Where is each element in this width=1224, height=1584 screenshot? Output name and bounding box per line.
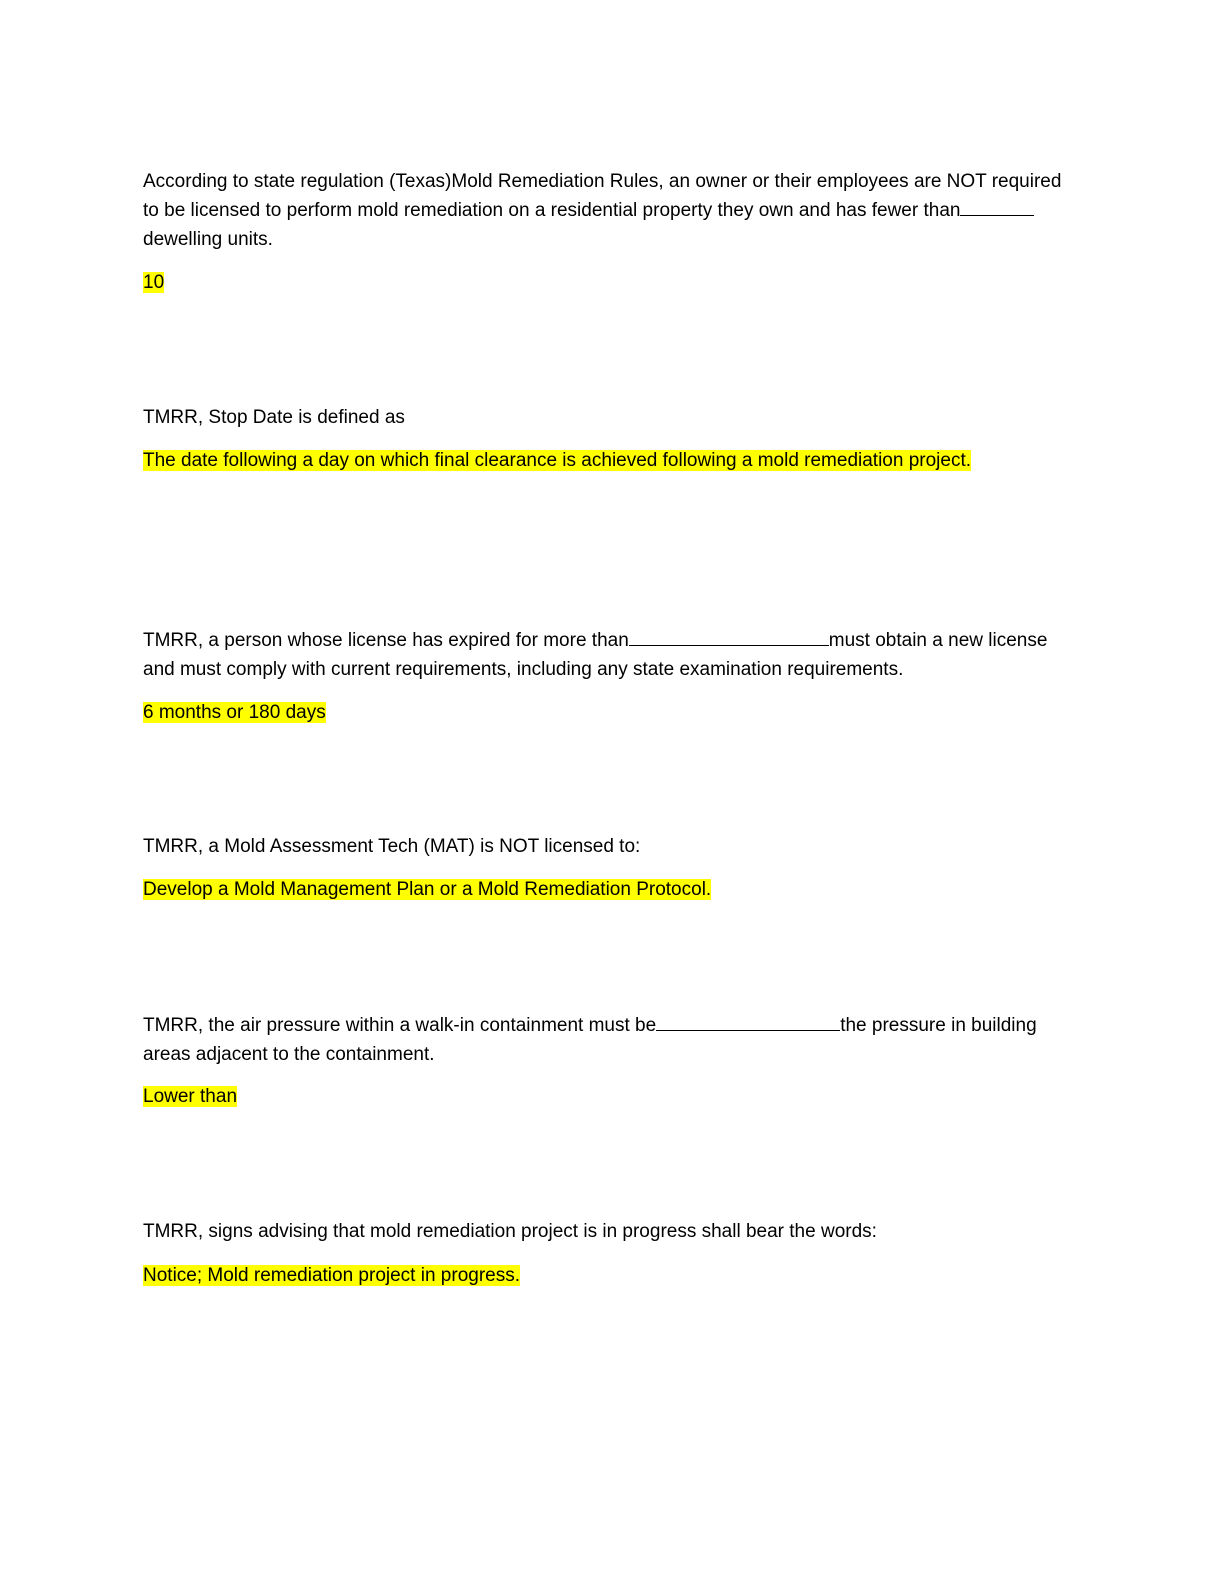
question-3-text-after: must obtain a new license and must comply with current requirements, including any state examination requirements. [143, 630, 1053, 680]
question-1-text-before: According to state regulation (Texas)Mold Remediation Rules, an owner or their employees are NOT required to be licensed to perform mold remediation on a residential property they own and has fewer than [143, 171, 1067, 221]
question-4 [143, 832, 1073, 861]
question-3 [143, 626, 1073, 684]
answer-4 [143, 878, 711, 902]
question-6 [143, 1217, 1073, 1246]
question-1-text-after: dewelling units. [143, 229, 273, 250]
answer-5-highlight: Lower than [143, 1086, 238, 1107]
question-5-blank [656, 1014, 840, 1031]
answer-4-highlight: Develop a Mold Management Plan or a Mold Remediation Protocol. [143, 879, 712, 900]
question-6-text: TMRR, signs advising that mold remediation project is in progress shall bear the words: [143, 1221, 877, 1242]
answer-2-highlight: The date following a day on which final clearance is achieved following a mold remediation project. [143, 450, 972, 471]
question-3-text-before: TMRR, a person whose license has expired for more than [143, 630, 629, 651]
question-1 [143, 167, 1073, 254]
question-3-blank [629, 629, 829, 646]
answer-6-highlight: Notice; Mold remediation project in progress. [143, 1265, 521, 1286]
answer-3 [143, 701, 326, 725]
question-2 [143, 403, 1073, 432]
answer-6 [143, 1264, 520, 1288]
answer-3-highlight: 6 months or 180 days [143, 702, 326, 723]
question-2-text: TMRR, Stop Date is defined as [143, 407, 405, 428]
answer-5 [143, 1085, 237, 1109]
question-5-text-after: the pressure in building areas adjacent to the containment. [143, 1015, 1042, 1065]
question-4-text: TMRR, a Mold Assessment Tech (MAT) is NOT licensed to: [143, 836, 641, 857]
answer-1 [143, 271, 164, 295]
question-1-blank [960, 199, 1034, 216]
question-5 [143, 1011, 1073, 1069]
answer-1-highlight: 10 [143, 272, 165, 293]
question-5-text-before: TMRR, the air pressure within a walk-in containment must be [143, 1015, 657, 1036]
answer-2 [143, 449, 971, 473]
